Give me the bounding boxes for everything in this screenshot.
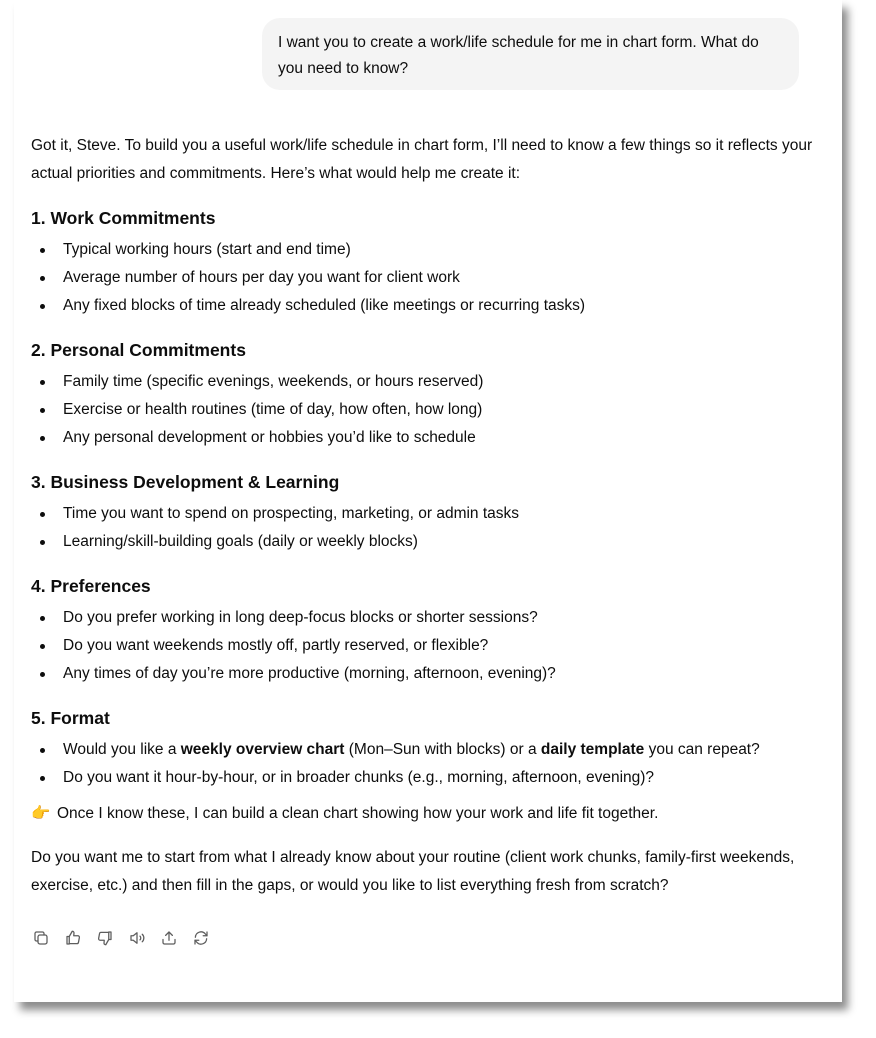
share-icon — [160, 929, 178, 947]
list-item — [63, 736, 821, 764]
assistant-intro: Got it, Steve. To build you a useful work/life schedule in chart form, I’ll need to know a few things so it reflects your actual priorities and commitments. Here’s what would help me create it: — [31, 137, 813, 182]
bullet-list — [31, 604, 821, 688]
thumbs-up-icon — [64, 929, 82, 947]
section-work-commitments — [31, 204, 821, 320]
text-part: Would you like a — [63, 741, 181, 758]
section-heading: 5. Format — [31, 708, 110, 728]
copy-button[interactable] — [31, 926, 51, 950]
section-heading: 2. Personal Commitments — [31, 340, 246, 360]
list-item: Do you want it hour-by-hour, or in broader chunks (e.g., morning, afternoon, evening)? — [63, 764, 821, 792]
share-button[interactable] — [159, 926, 179, 950]
list-item: Learning/skill-building goals (daily or weekly blocks) — [63, 528, 821, 556]
message-actions — [31, 926, 211, 950]
text-part: (Mon–Sun with blocks) or a — [344, 741, 541, 758]
section-heading: 4. Preferences — [31, 576, 151, 596]
copy-icon — [32, 929, 50, 947]
good-response-button[interactable] — [63, 926, 83, 950]
list-item: Do you want weekends mostly off, partly reserved, or flexible? — [63, 632, 821, 660]
thumbs-down-icon — [96, 929, 114, 947]
pointing-hand-icon: 👉 — [31, 805, 51, 822]
regenerate-button[interactable] — [191, 926, 211, 950]
list-item: Any times of day you’re more productive (morning, afternoon, evening)? — [63, 660, 821, 688]
list-item: Family time (specific evenings, weekends, or hours reserved) — [63, 368, 821, 396]
chat-window — [14, 0, 842, 1002]
section-personal-commitments — [31, 336, 821, 452]
bullet-list — [31, 736, 821, 792]
bullet-list — [31, 368, 821, 452]
bullet-list — [31, 500, 821, 556]
assistant-closing — [31, 800, 821, 828]
section-preferences — [31, 572, 821, 688]
regenerate-icon — [192, 929, 210, 947]
section-heading: 3. Business Development & Learning — [31, 472, 340, 492]
user-message-text: I want you to create a work/life schedule for me in chart form. What do you need to know? — [278, 34, 759, 77]
list-item: Typical working hours (start and end time) — [63, 236, 821, 264]
bad-response-button[interactable] — [95, 926, 115, 950]
bullet-list — [31, 236, 821, 320]
read-aloud-icon — [128, 929, 146, 947]
assistant-question: Do you want me to start from what I already know about your routine (client work chunks, family-first weekends, exercise, etc.) and then fill in the gaps, or would you like to list everything fresh from scratch? — [31, 849, 795, 894]
text-part: you can repeat? — [644, 741, 760, 758]
bold-text: weekly overview chart — [180, 741, 345, 758]
section-business-development — [31, 468, 821, 556]
closing-text: Once I know these, I can build a clean chart showing how your work and life fit together. — [57, 805, 659, 822]
list-item: Exercise or health routines (time of day, how often, how long) — [63, 396, 821, 424]
list-item: Average number of hours per day you want for client work — [63, 264, 821, 292]
assistant-message — [31, 132, 821, 900]
bold-text: daily template — [540, 741, 645, 758]
read-aloud-button[interactable] — [127, 926, 147, 950]
list-item: Any fixed blocks of time already scheduled (like meetings or recurring tasks) — [63, 292, 821, 320]
list-item: Time you want to spend on prospecting, marketing, or admin tasks — [63, 500, 821, 528]
list-item: Do you prefer working in long deep-focus blocks or shorter sessions? — [63, 604, 821, 632]
section-format — [31, 704, 821, 792]
section-heading: 1. Work Commitments — [31, 208, 216, 228]
list-item: Any personal development or hobbies you’d like to schedule — [63, 424, 821, 452]
user-message-bubble — [262, 18, 799, 90]
